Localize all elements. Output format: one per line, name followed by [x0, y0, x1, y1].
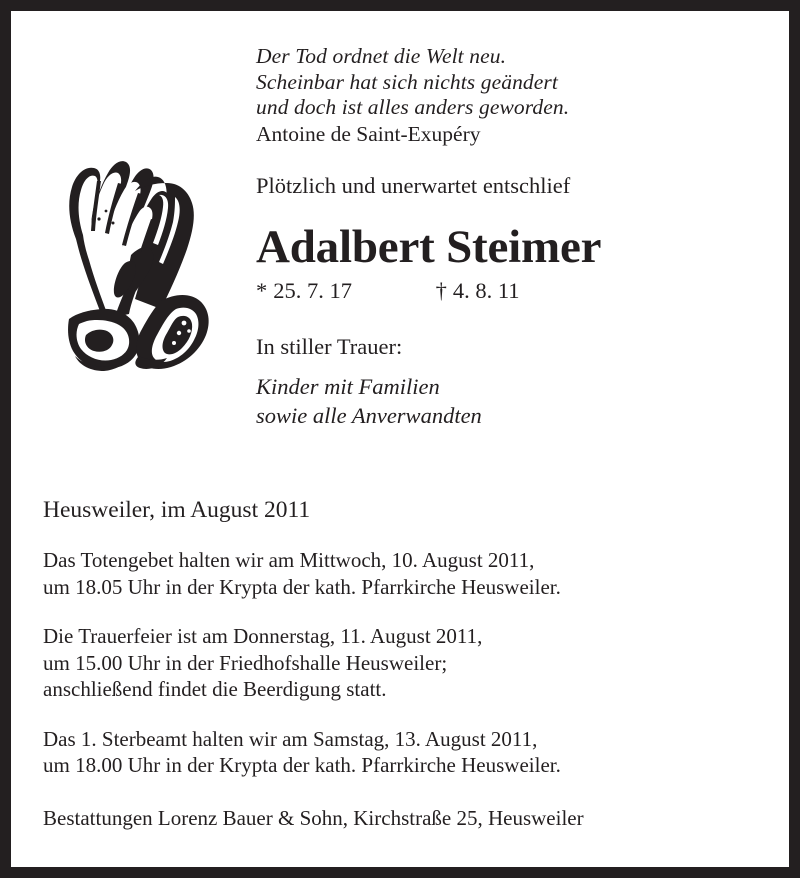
life-dates	[256, 277, 776, 304]
service-line: Das 1. Sterbeamt halten wir am Samstag, 13. August 2011,	[43, 726, 538, 751]
service-line: um 18.05 Uhr in der Krypta der kath. Pfarrkirche Heusweiler.	[43, 574, 561, 599]
service-totengebet	[43, 547, 763, 600]
birth-date-group	[256, 277, 352, 304]
mourners-intro: In stiller Trauer:	[256, 333, 403, 359]
cross-symbol-icon: †	[435, 277, 447, 303]
praying-hands-icon	[39, 123, 224, 373]
quote-line-2: Scheinbar hat sich nichts geändert	[256, 69, 558, 94]
notice-content	[11, 11, 789, 867]
service-line: um 18.00 Uhr in der Krypta der kath. Pfarrkirche Heusweiler.	[43, 753, 561, 777]
deceased-name: Adalbert Steimer	[256, 220, 602, 273]
quote-line-1: Der Tod ordnet die Welt neu.	[256, 44, 507, 68]
birth-symbol-icon: *	[256, 277, 268, 303]
undertaker-line: Bestattungen Lorenz Bauer & Sohn, Kirchstraße 25, Heusweiler	[43, 805, 584, 830]
service-line: um 15.00 Uhr in der Friedhofshalle Heusweiler;	[43, 650, 448, 675]
announcement-lead: Plötzlich und unerwartet entschlief	[256, 172, 571, 198]
service-sterbeamt	[43, 726, 763, 779]
quote-line-3: und doch ist alles anders geworden.	[256, 95, 570, 119]
quote-author: Antoine de Saint-Exupéry	[256, 121, 481, 146]
upper-text-block	[256, 44, 776, 430]
service-trauerfeier	[43, 623, 763, 703]
lower-text-block	[43, 496, 763, 831]
service-line: anschließend findet die Beerdigung statt.	[43, 677, 387, 701]
service-line: Die Trauerfeier ist am Donnerstag, 11. August 2011,	[43, 624, 483, 648]
death-date: 4. 8. 11	[452, 277, 520, 303]
birth-date: 25. 7. 17	[273, 277, 352, 303]
service-line: Das Totengebet halten wir am Mittwoch, 10. August 2011,	[43, 548, 535, 572]
place-and-date: Heusweiler, im August 2011	[43, 497, 311, 523]
mourners-line-1: Kinder mit Familien	[256, 373, 440, 399]
mourners-line-2: sowie alle Anverwandten	[256, 402, 482, 428]
death-date-group	[436, 277, 520, 304]
